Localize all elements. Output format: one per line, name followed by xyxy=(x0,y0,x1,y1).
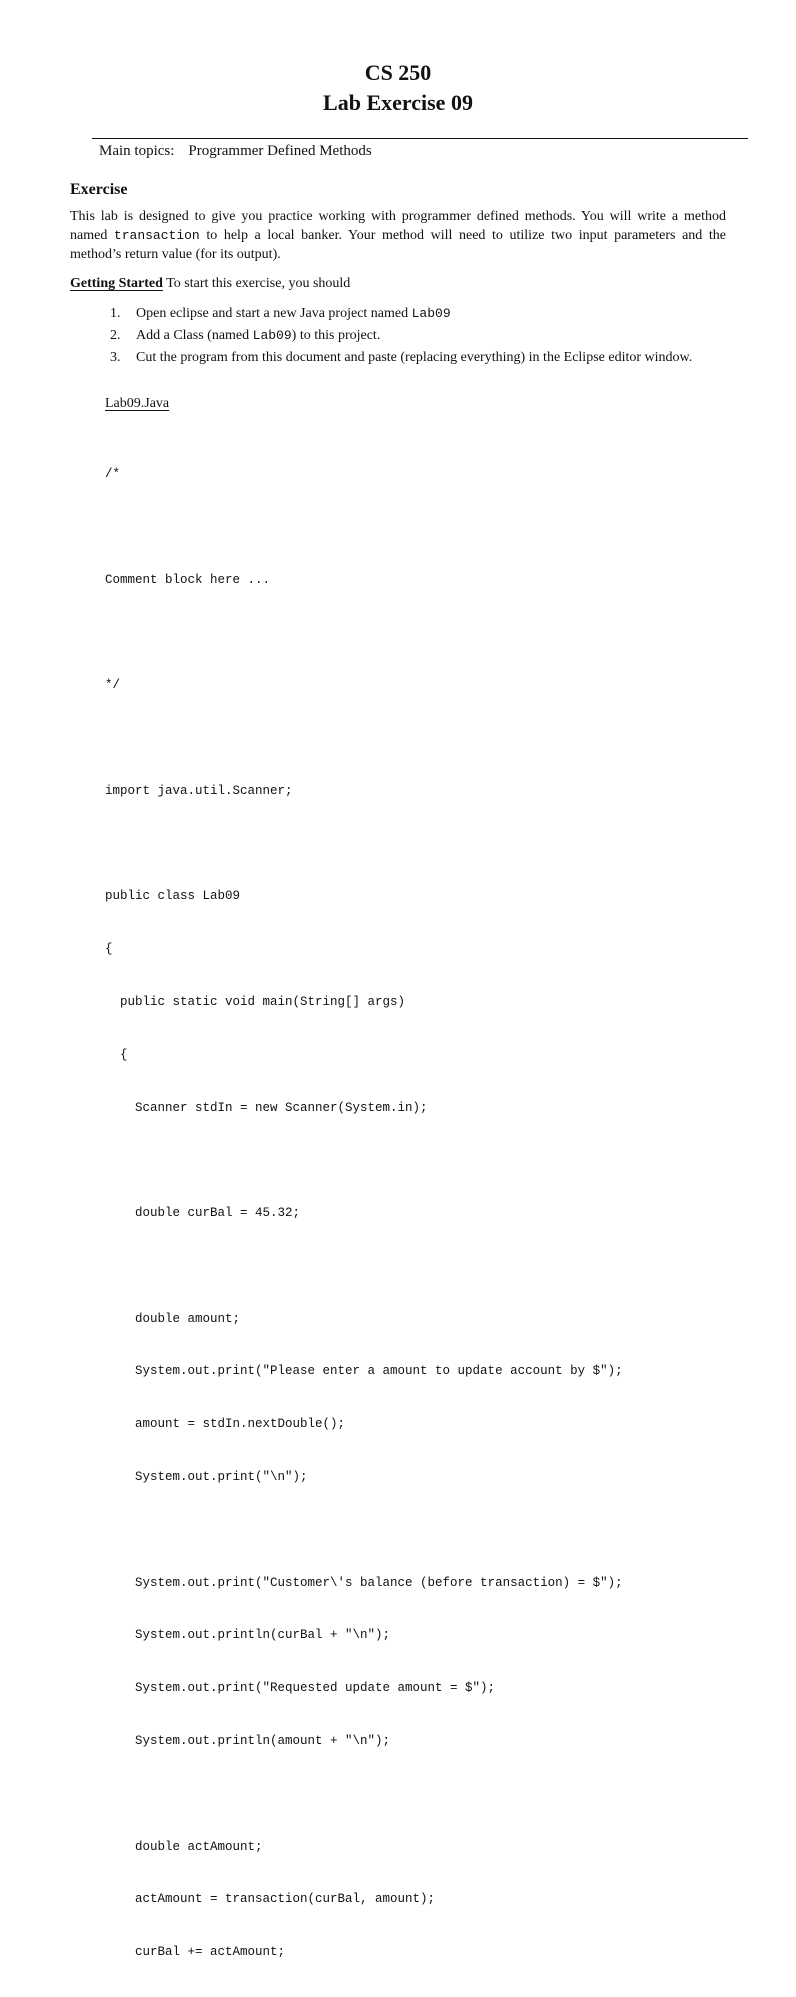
code-line: double actAmount; xyxy=(105,1839,263,1854)
code-listing xyxy=(105,431,623,1997)
lab-title: Lab Exercise 09 xyxy=(323,90,473,115)
code-line: System.out.print("Please enter a amount to update account by $"); xyxy=(105,1364,623,1379)
code-line: { xyxy=(105,942,113,957)
code-line: amount = stdIn.nextDouble(); xyxy=(105,1417,346,1432)
step-code: Lab09 xyxy=(411,306,451,321)
step-number: 3. xyxy=(110,350,121,365)
step-text-after: ) to this project. xyxy=(291,328,381,343)
code-line: double amount; xyxy=(105,1311,241,1326)
code-line: System.out.print("\n"); xyxy=(105,1470,308,1485)
step-item xyxy=(110,326,726,345)
main-topics-label: Main topics: xyxy=(99,143,175,159)
code-line xyxy=(105,836,623,854)
code-line xyxy=(105,1152,623,1170)
code-line: System.out.print("Customer\'s balance (before transaction) = $"); xyxy=(105,1575,623,1590)
code-line xyxy=(105,1786,623,1804)
step-text: Add a Class (named xyxy=(136,328,253,343)
code-line xyxy=(105,519,623,537)
getting-started-line xyxy=(70,276,350,292)
code-line: double curBal = 45.32; xyxy=(105,1206,301,1221)
title-divider xyxy=(92,138,748,139)
code-line: Comment block here ... xyxy=(105,572,271,587)
step-number: 2. xyxy=(110,328,121,343)
getting-started-label: Getting Started xyxy=(70,276,163,291)
code-line: import java.util.Scanner; xyxy=(105,783,293,798)
code-line: public class Lab09 xyxy=(105,889,241,904)
exercise-heading: Exercise xyxy=(70,181,128,198)
code-line: System.out.print("Requested update amount = $"); xyxy=(105,1681,496,1696)
intro-text-part2: to help a local banker. Your method will need to utilize two input parameters and the method’s return value (for its output). xyxy=(70,228,726,262)
step-text: Open eclipse and start a new Java project named xyxy=(136,306,412,321)
main-topics-value: Programmer Defined Methods xyxy=(188,143,372,159)
code-line: Scanner stdIn = new Scanner(System.in); xyxy=(105,1100,428,1115)
step-number: 1. xyxy=(110,306,121,321)
intro-method-name: transaction xyxy=(113,228,200,243)
step-item xyxy=(110,348,726,367)
step-item xyxy=(110,304,726,323)
steps-list xyxy=(110,304,726,370)
code-line: actAmount = transaction(curBal, amount); xyxy=(105,1892,436,1907)
file-name-label: Lab09.Java xyxy=(105,396,170,411)
document-title xyxy=(0,58,796,118)
main-topics-line xyxy=(99,143,372,160)
code-line: /* xyxy=(105,467,121,482)
code-line xyxy=(105,1522,623,1540)
getting-started-text: To start this exercise, you should xyxy=(166,276,351,291)
code-line xyxy=(105,625,623,643)
code-line: System.out.println(amount + "\n"); xyxy=(105,1733,391,1748)
code-line: public static void main(String[] args) xyxy=(105,995,406,1009)
exercise-intro xyxy=(70,207,726,264)
code-line: */ xyxy=(105,678,121,693)
code-line: { xyxy=(105,1047,128,1062)
code-line: System.out.println(curBal + "\n"); xyxy=(105,1628,391,1643)
code-line: curBal += actAmount; xyxy=(105,1945,286,1960)
course-title: CS 250 xyxy=(364,60,432,85)
code-line xyxy=(105,730,623,748)
step-code: Lab09 xyxy=(252,328,292,343)
step-text: Cut the program from this document and paste (replacing everything) in the Eclipse editor window. xyxy=(136,350,693,365)
intro-text-part1: This lab is designed to give you practice working with programmer defined methods. You will write a method named xyxy=(70,209,726,243)
code-line xyxy=(105,1258,623,1276)
